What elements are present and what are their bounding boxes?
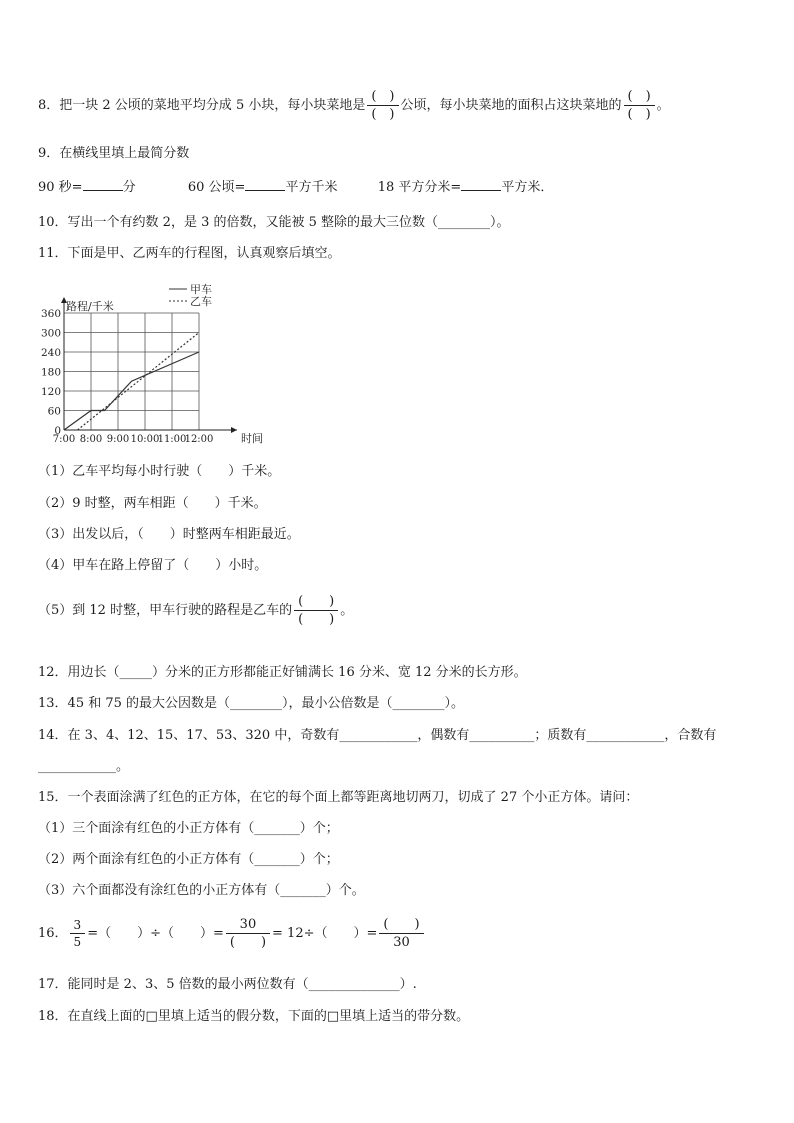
q16-label: 16． [38, 926, 68, 941]
q9-b-left: 60 公顷= [187, 180, 246, 195]
q9-c-blank[interactable] [461, 176, 501, 191]
question-11-title: 11．下面是甲、乙两车的行程图，认真观察后填空。 [38, 246, 341, 261]
q11-s5-prefix: （5）到 12 时整，甲车行驶的路程是乙车的 [38, 603, 293, 618]
question-15-sub-3: （3）六个面都没有涂红色的小正方体有（_______）个。 [38, 883, 365, 898]
question-9-items [38, 176, 553, 197]
q9-b-unit: 平方千米 [285, 180, 338, 195]
chart-labels [41, 283, 263, 445]
q16-fraction-3-5: $\frac{3}{5}$ [70, 917, 86, 950]
question-14-cont: ____________。 [38, 759, 130, 774]
question-16 [38, 916, 426, 951]
y-axis-label: 路程/千米 [66, 300, 114, 313]
q16-fraction-blank-30[interactable]: $\frac{( )}{30}$ [379, 916, 423, 951]
q16-fraction-30-blank[interactable]: $\frac{30}{( )}$ [226, 916, 270, 951]
q8-fraction-blank-1[interactable]: $\frac{( )}{( )}$ [367, 88, 398, 123]
question-8 [38, 88, 670, 123]
x-tick-label: 8:00 [79, 434, 103, 445]
y-tick-label: 60 [47, 405, 61, 418]
q16-part2[interactable]: = 12÷（ ）= [272, 926, 378, 941]
x-axis-arrow [231, 427, 237, 433]
legend-label-2: 乙车 [190, 295, 212, 308]
q8-prefix: 8．把一块 2 公顷的菜地平均分成 5 小块，每小块菜地是 [38, 98, 366, 113]
question-10: 10．写出一个有约数 2，是 3 的倍数，又能被 5 整除的最大三位数（________）。 [38, 215, 510, 230]
y-tick-label: 120 [40, 386, 61, 398]
x-tick-label: 11:00 [157, 434, 187, 445]
question-11-sub-3: （3）出发以后，（ ）时整两车相距最近。 [38, 527, 300, 542]
legend-label-1: 甲车 [190, 283, 212, 296]
x-tick-label: 9:00 [106, 434, 130, 445]
q11-s5-fraction-blank[interactable]: $\frac{( )}{( )}$ [294, 593, 338, 628]
question-9-title: 9．在横线里填上最简分数 [38, 146, 190, 161]
travel-chart [38, 278, 278, 448]
q8-fraction-blank-2[interactable]: $\frac{( )}{( )}$ [624, 88, 655, 123]
question-17: 17．能同时是 2、3、5 倍数的最小两位数有（______________）. [38, 977, 417, 992]
q16-part1[interactable]: =（ ）÷（ ）= [87, 926, 224, 941]
question-14: 14．在 3、4、12、15、17、53、320 中，奇数有____________，偶数有__________；质数有____________，合数有 [38, 728, 717, 743]
y-tick-label: 360 [40, 308, 61, 320]
x-tick-label: 10:00 [130, 434, 160, 445]
chart-grid [64, 313, 199, 430]
q8-mid: 公顷，每小块菜地的面积占这块菜地的 [400, 98, 622, 113]
x-axis-label: 时间 [241, 432, 263, 445]
q9-a-blank[interactable] [83, 176, 123, 191]
question-15-sub-1: （1）三个面涂有红色的小正方体有（_______）个； [38, 821, 339, 836]
question-15-title: 15．一个表面涂满了红色的正方体，在它的每个面上都等距离地切两刀，切成了 27 个小正方体。请问： [38, 790, 639, 805]
question-13: 13．45 和 75 的最大公因数是（________），最小公倍数是（________）。 [38, 696, 465, 711]
q9-a-left: 90 秒= [38, 180, 83, 195]
y-tick-label: 240 [40, 347, 61, 359]
question-12: 12．用边长（_____）分米的正方形都能正好铺满长 16 分米、宽 12 分米的长方形。 [38, 665, 527, 680]
y-tick-label: 180 [40, 366, 61, 379]
chart-series [64, 333, 199, 431]
q11-s5-suffix: 。 [340, 603, 354, 618]
q9-c-unit: 平方米． [501, 180, 554, 195]
x-tick-label: 12:00 [184, 434, 214, 445]
q8-suffix: 。 [656, 98, 670, 113]
x-tick-label: 7:00 [52, 434, 76, 445]
question-11-sub-2: （2）9 时整，两车相距（ ）千米。 [38, 496, 267, 511]
question-15-sub-2: （2）两个面涂有红色的小正方体有（_______）个； [38, 852, 339, 867]
question-11-sub-5 [38, 593, 353, 628]
question-11-sub-1: （1）乙车平均每小时行驶（ ）千米。 [38, 464, 281, 479]
question-18: 18．在直线上面的□里填上适当的假分数，下面的□里填上适当的带分数。 [38, 1009, 470, 1024]
q9-c-left: 18 平方分米= [377, 180, 462, 195]
y-tick-label: 300 [40, 327, 61, 340]
question-11-sub-4: （4）甲车在路上停留了（ ）小时。 [38, 558, 268, 573]
q9-b-blank[interactable] [245, 176, 285, 191]
y-tick-label: 0 [54, 425, 61, 437]
series-line-2 [78, 333, 200, 431]
q9-a-unit: 分 [122, 180, 136, 195]
